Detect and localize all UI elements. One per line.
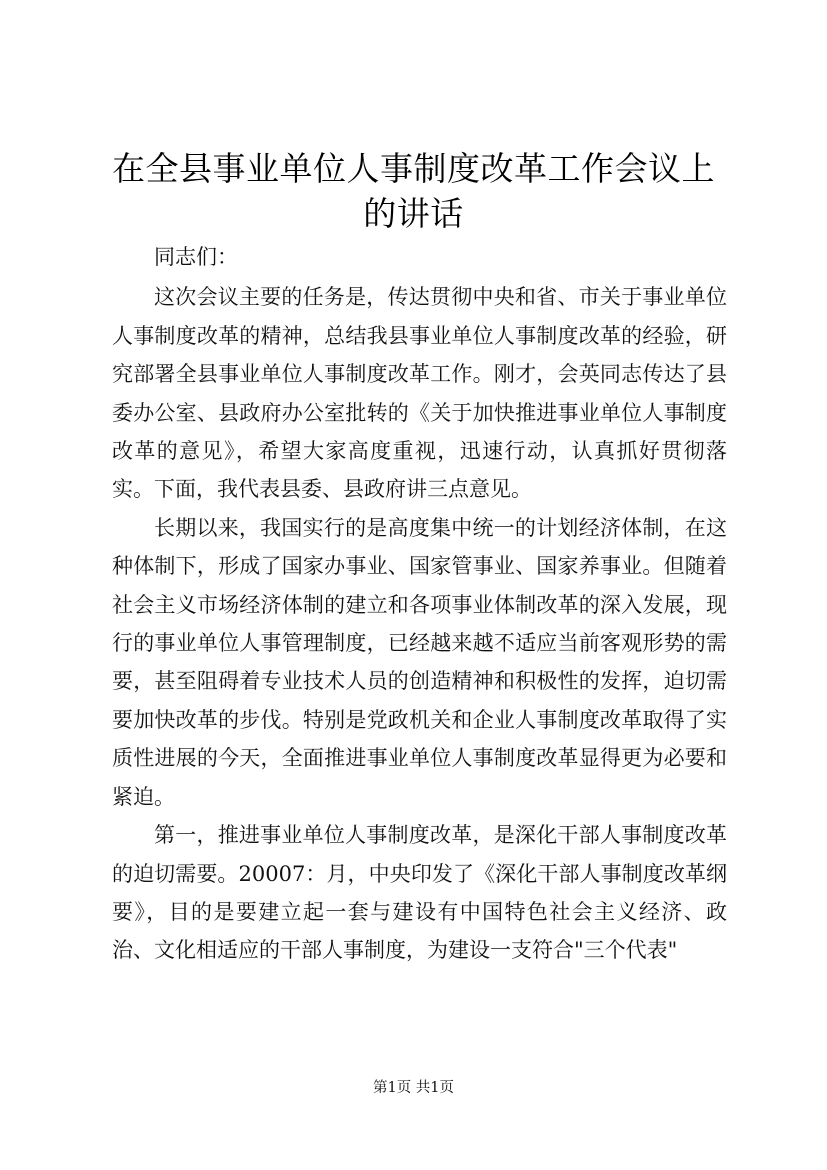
- paragraph-1: 这次会议主要的任务是，传达贯彻中央和省、市关于事业单位人事制度改革的精神，总结我县事业单位人事制度改革的经验，研究部署全县事业单位人事制度改革工作。刚才，会英同志传达了县委办公室、县政府办公室批转的《关于加快推进事业单位人事制度改革的意见》，希望大家高度重视，迅速行动，认真抓好贯彻落实。下面，我代表县委、县政府讲三点意见。: [112, 285, 727, 502]
- document-body: [112, 238, 727, 970]
- page-footer: 第1页 共1页: [372, 1080, 455, 1096]
- salutation: 同志们：: [154, 245, 238, 269]
- paragraph-2: 长期以来，我国实行的是高度集中统一的计划经济体制，在这种体制下，形成了国家办事业、国家管事业、国家养事业。但随着社会主义市场经济体制的建立和各项事业体制改革的深入发展，现行的事业单位人事管理制度，已经越来越不适应当前客观形势的需要，甚至阻碍着专业技术人员的创造精神和积极性的发挥，迫切需要加快改革的步伐。特别是党政机关和企业人事制度改革取得了实质性进展的今天，全面推进事业单位人事制度改革显得更为必要和紧迫。: [112, 515, 727, 809]
- paragraph-3: 第一，推进事业单位人事制度改革，是深化干部人事制度改革的迫切需要。20007：月，中央印发了《深化干部人事制度改革纲要》，目的是要建立起一套与建设有中国特色社会主义经济、政治、文化相适应的干部人事制度，为建设一支符合"三个代表": [112, 823, 727, 963]
- document-title: 在全县事业单位人事制度改革工作会议上的讲话: [112, 149, 715, 233]
